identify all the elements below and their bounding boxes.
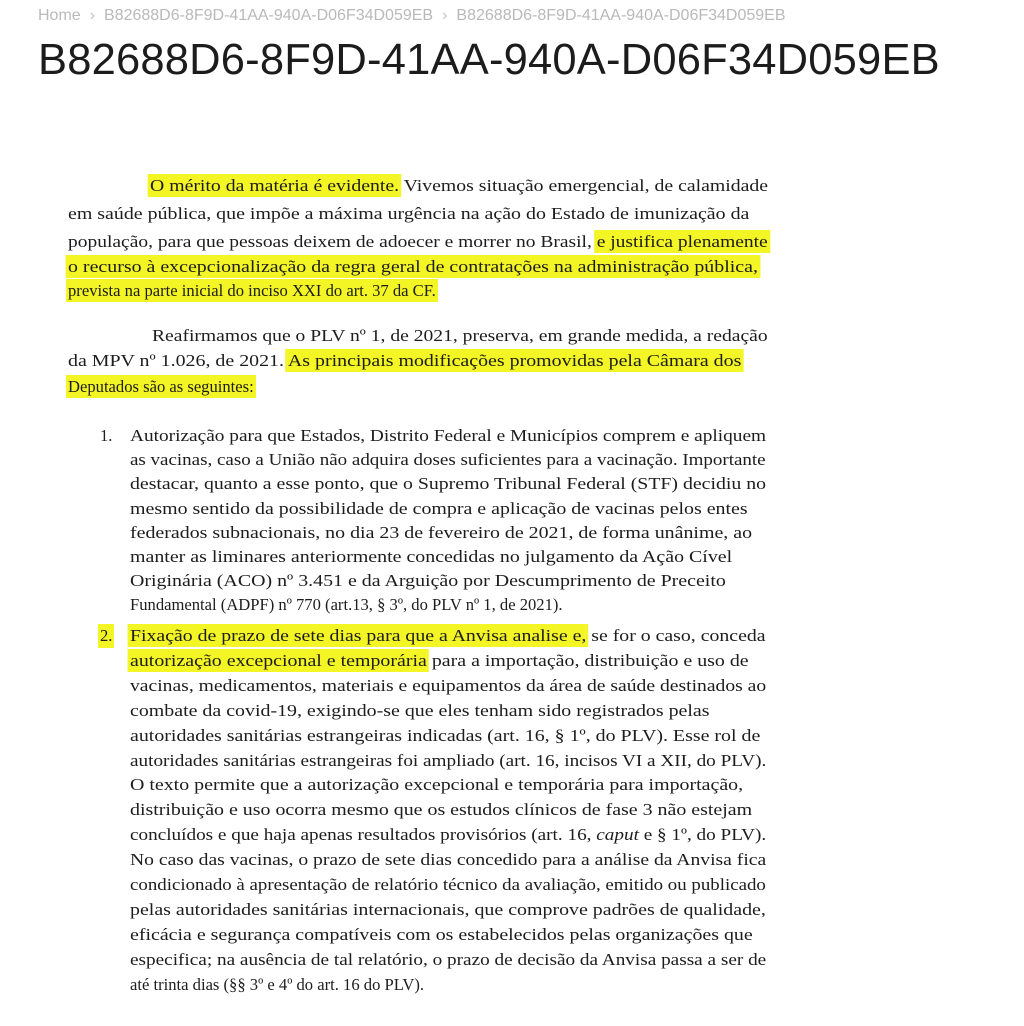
document-text-line (130, 426, 766, 446)
document-text-line (130, 701, 710, 721)
text-segment: autoridades sanitárias estrangeiras foi ampliado (art. 16, incisos VI a XII, do PLV). (130, 750, 767, 770)
text-segment: caput (596, 825, 639, 845)
text-segment: se for o caso, conceda (586, 626, 766, 645)
highlighted-text: o recurso à excepcionalização da regra geral de contratações na administração pública, (68, 257, 758, 276)
breadcrumb-separator: › (442, 7, 448, 24)
document-text-line (130, 850, 766, 870)
document-text-line (68, 232, 768, 252)
text-segment: No caso das vacinas, o prazo de sete dias concedido para a análise da Anvisa fica (130, 850, 767, 870)
document-text-line (130, 925, 753, 945)
text-segment: especifica; na ausência de tal relatório, o prazo de decisão da Anvisa passa a ser de (130, 949, 767, 969)
text-segment: até trinta dias (§§ 3º e 4º do art. 16 do PLV). (130, 974, 425, 994)
document-text-line (130, 900, 766, 920)
document-text-line (68, 351, 741, 371)
document-text-line (130, 523, 752, 543)
highlighted-text: e justifica plenamente (596, 232, 768, 251)
document-text-line (130, 775, 743, 795)
text-segment: eficácia e segurança compatíveis com os estabelecidos pelas organizações que (130, 924, 753, 944)
text-segment: distribuição e uso ocorra mesmo que os estudos clínicos de fase 3 não estejam (130, 800, 753, 820)
document-text-line (130, 800, 752, 820)
document-scan-image (0, 160, 1024, 1020)
document-text-line (130, 950, 766, 970)
text-segment: Autorização para que Estados, Distrito Federal e Municípios comprem e apliquem (130, 426, 767, 445)
highlighted-text: prevista na parte inicial do inciso XXI do art. 37 da CF. (68, 281, 436, 300)
document-text-line (130, 626, 766, 646)
document-text-line (150, 176, 768, 196)
breadcrumb-parent-link[interactable]: B82688D6-8F9D-41AA-940A-D06F34D059EB (104, 7, 434, 24)
document-text-line (130, 651, 749, 671)
document-text-line (130, 571, 726, 591)
text-segment: federados subnacionais, no dia 23 de fevereiro de 2021, de forma unânime, ao (130, 522, 753, 542)
text-segment: Vivemos situação emergencial, de calamidade (399, 176, 769, 195)
text-segment: Originária (ACO) nº 3.451 e da Arguição por Descumprimento de Preceito (130, 571, 726, 591)
document-text-line (130, 751, 766, 771)
text-segment: mesmo sentido da possibilidade de compra e aplicação de vacinas pelos entes (130, 498, 748, 518)
document-text-line (68, 257, 758, 277)
list-item-number: 1. (100, 426, 113, 445)
document-text-line (152, 326, 768, 346)
document-text-line (68, 204, 749, 224)
page-title: B82688D6-8F9D-41AA-940A-D06F34D059EB (38, 36, 940, 84)
breadcrumb-home-link[interactable]: Home (38, 7, 81, 24)
text-segment: as vacinas, caso a União não adquira doses suficientes para a vacinação. Importante (130, 450, 766, 470)
document-text-line (130, 595, 563, 615)
text-segment: e § 1º, do PLV). (638, 825, 767, 845)
highlighted-text: O mérito da matéria é evidente. (150, 176, 400, 195)
highlighted-text: autorização excepcional e temporária (130, 650, 427, 670)
list-item-number: 2. (100, 626, 113, 645)
text-segment: concluídos e que haja apenas resultados provisórios (art. 16, (130, 825, 597, 845)
document-text-line (130, 825, 766, 845)
document-text-line (130, 875, 766, 895)
breadcrumb (38, 7, 786, 25)
document-text-line (130, 676, 766, 696)
document-text-line (130, 726, 760, 746)
breadcrumb-separator: › (89, 7, 96, 24)
document-text-line (130, 450, 766, 470)
text-segment: vacinas, medicamentos, materiais e equipamentos da área de saúde destinados ao (130, 675, 767, 695)
text-segment: para a importação, distribuição e uso de (426, 650, 749, 670)
highlighted-text: As principais modificações promovidas pela Câmara dos (287, 351, 742, 370)
document-text-line (130, 975, 424, 995)
text-segment: população, para que pessoas deixem de adoecer e morrer no Brasil, (68, 232, 597, 251)
text-segment: manter as liminares anteriormente concedidas no julgamento da Ação Cível (130, 547, 733, 566)
document-text-line (130, 499, 748, 519)
document-text-line (130, 547, 732, 567)
text-segment: pelas autoridades sanitárias internacionais, que comprove padrões de qualidade, (130, 899, 766, 919)
highlighted-text: Fixação de prazo de sete dias para que a Anvisa analise e, (130, 626, 587, 645)
document-text-line (68, 377, 254, 397)
document-text-line (68, 281, 436, 301)
text-segment: da MPV nº 1.026, de 2021. (68, 351, 288, 370)
document-text-line (130, 474, 766, 494)
text-segment: O texto permite que a autorização excepcional e temporária para importação, (130, 775, 744, 795)
text-segment: em saúde pública, que impõe a máxima urgência na ação do Estado de imunização da (68, 204, 750, 223)
breadcrumb-current: B82688D6-8F9D-41AA-940A-D06F34D059EB (456, 7, 786, 24)
text-segment: combate da covid-19, exigindo-se que eles tenham sido registrados pelas (130, 700, 710, 720)
text-segment: destacar, quanto a esse ponto, que o Supremo Tribunal Federal (STF) decidiu no (130, 474, 767, 494)
highlighted-text: Deputados são as seguintes: (68, 377, 254, 396)
text-segment: Fundamental (ADPF) nº 770 (art.13, § 3º, do PLV nº 1, de 2021). (130, 595, 563, 615)
text-segment: Reafirmamos que o PLV nº 1, de 2021, preserva, em grande medida, a redação (152, 326, 768, 345)
text-segment: autoridades sanitárias estrangeiras indicadas (art. 16, § 1º, do PLV). Esse rol de (130, 725, 761, 745)
text-segment: condicionado à apresentação de relatório técnico da avaliação, emitido ou publicado (130, 875, 766, 894)
